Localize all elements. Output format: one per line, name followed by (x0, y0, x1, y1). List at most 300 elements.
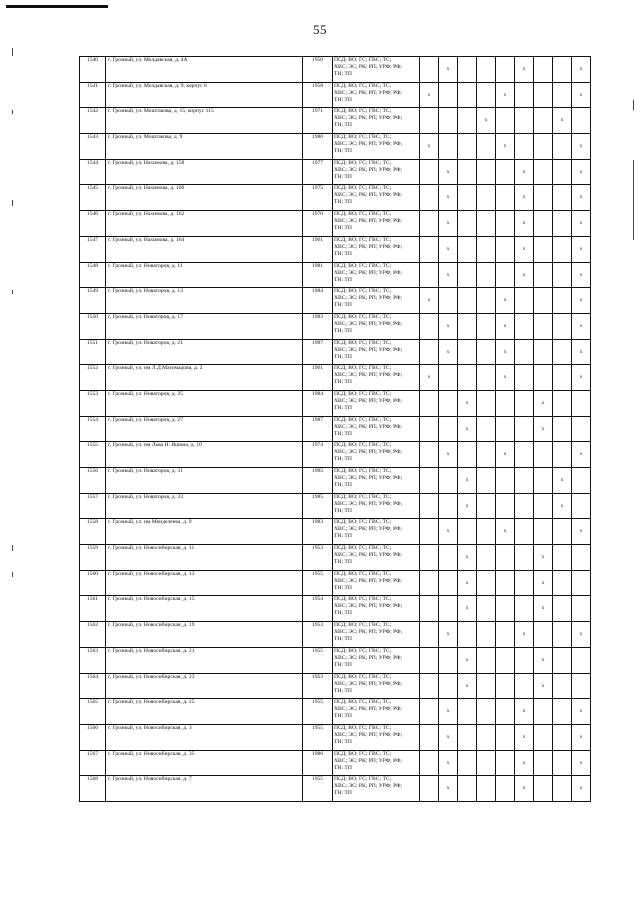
mark-cell (458, 673, 477, 699)
mark-cell (572, 339, 591, 365)
mark-cell (477, 57, 496, 83)
table-row (80, 442, 591, 468)
systems-line: ХВС; ЭС; РК; РП; УРФ; РФ; (334, 757, 403, 764)
mark-cell (572, 699, 591, 725)
row-year: 1953 (303, 545, 333, 571)
mark-cell (553, 82, 572, 108)
mark-cell (534, 108, 553, 134)
table-row (80, 545, 591, 571)
row-systems (333, 134, 420, 160)
systems-line: ТН; ТП (334, 687, 352, 694)
systems-line: ХВС; ЭС; РК; РП; УРФ; РФ; (334, 706, 403, 713)
table-row (80, 468, 591, 494)
mark-cell (553, 108, 572, 134)
row-systems (333, 442, 420, 468)
scan-edge-mark (12, 545, 13, 551)
mark-cell (458, 647, 477, 673)
table-row (80, 596, 591, 622)
systems-line: ТН; ТП (334, 404, 352, 411)
mark-cell (572, 647, 591, 673)
systems-line: ПСД; ВО; ГС; ГВС; ТС; (334, 211, 392, 218)
x-mark: x (427, 91, 431, 98)
mark-cell (420, 468, 439, 494)
mark-cell (496, 313, 515, 339)
mark-cell (420, 622, 439, 648)
x-mark: x (522, 245, 526, 252)
systems-line: ПСД; ВО; ГС; ГВС; ТС; (334, 416, 392, 423)
mark-cell (553, 236, 572, 262)
x-mark: x (522, 168, 526, 175)
mark-cell (553, 313, 572, 339)
mark-cell (477, 185, 496, 211)
mark-cell (553, 288, 572, 314)
mark-cell (439, 262, 458, 288)
mark-cell (439, 339, 458, 365)
mark-cell (496, 236, 515, 262)
mark-cell (477, 545, 496, 571)
systems-line: ПСД; ВО; ГС; ГВС; ТС; (334, 570, 392, 577)
mark-cell (534, 493, 553, 519)
mark-cell (553, 750, 572, 776)
row-systems (333, 82, 420, 108)
mark-cell (496, 57, 515, 83)
table-row (80, 673, 591, 699)
systems-line: ХВС; ЭС; РК; РП; УРФ; РФ; (334, 89, 403, 96)
mark-cell (477, 468, 496, 494)
systems-line: ПСД; ВО; ГС; ГВС; ТС; (334, 390, 392, 397)
x-mark: x (446, 271, 450, 278)
mark-cell (496, 262, 515, 288)
mark-cell (572, 519, 591, 545)
systems-line: ТН; ТП (334, 661, 352, 668)
row-year: 1977 (303, 159, 333, 185)
mark-cell (458, 545, 477, 571)
mark-cell (515, 673, 534, 699)
mark-cell (458, 699, 477, 725)
mark-cell (458, 108, 477, 134)
row-address: г. Грозный, ул. Новосибирская, д. 25 (106, 699, 303, 725)
row-systems (333, 365, 420, 391)
mark-cell (458, 313, 477, 339)
mark-cell (439, 365, 458, 391)
mark-cell (572, 570, 591, 596)
row-address: г. Грозный, ул. Новаторов, д. 13 (106, 288, 303, 314)
mark-cell (420, 570, 439, 596)
mark-cell (572, 57, 591, 83)
row-address: г. Грозный, ул. Новаторов, д. 27 (106, 416, 303, 442)
x-mark: x (503, 91, 507, 98)
row-year: 1985 (303, 493, 333, 519)
row-systems (333, 313, 420, 339)
x-mark: x (503, 451, 507, 458)
systems-line: ПСД; ВО; ГС; ГВС; ТС; (334, 313, 392, 320)
x-mark: x (522, 785, 526, 792)
row-number: 1550 (80, 313, 106, 339)
x-mark: x (465, 399, 469, 406)
mark-cell (515, 57, 534, 83)
mark-cell (477, 390, 496, 416)
mark-cell (477, 622, 496, 648)
row-systems (333, 185, 420, 211)
mark-cell (477, 159, 496, 185)
row-year: 1983 (303, 519, 333, 545)
systems-line: ХВС; ЭС; РК; РП; УРФ; РФ; (334, 346, 403, 353)
x-mark: x (560, 477, 564, 483)
systems-line: ТН; ТП (334, 430, 352, 437)
x-mark: x (541, 656, 545, 663)
systems-line: ТН; ТП (334, 122, 352, 129)
systems-line: ПСД; ВО; ГС; ГВС; ТС; (334, 493, 392, 500)
row-year: 1984 (303, 390, 333, 416)
systems-line: ПСД; ВО; ГС; ГВС; ТС; (334, 108, 392, 115)
table-row (80, 262, 591, 288)
x-mark: x (465, 502, 469, 509)
mark-cell (534, 185, 553, 211)
mark-cell (515, 159, 534, 185)
systems-line: ТН; ТП (334, 713, 352, 720)
systems-line: ХВС; ЭС; РК; РП; УРФ; РФ; (334, 603, 403, 610)
systems-line: ХВС; ЭС; РК; РП; УРФ; РФ; (334, 320, 403, 327)
mark-cell (420, 82, 439, 108)
mark-cell (553, 673, 572, 699)
row-systems (333, 493, 420, 519)
mark-cell (420, 288, 439, 314)
mark-cell (420, 313, 439, 339)
mark-cell (458, 82, 477, 108)
row-year: 1955 (303, 776, 333, 802)
systems-line: ХВС; ЭС; РК; РП; УРФ; РФ; (334, 397, 403, 404)
mark-cell (439, 185, 458, 211)
mark-cell (534, 134, 553, 160)
mark-cell (496, 545, 515, 571)
row-systems (333, 468, 420, 494)
mark-cell (553, 185, 572, 211)
x-mark: x (579, 631, 583, 638)
row-number: 1544 (80, 159, 106, 185)
x-mark: x (579, 708, 583, 715)
mark-cell (420, 339, 439, 365)
scan-edge-mark (12, 572, 13, 577)
mark-cell (553, 493, 572, 519)
mark-cell (534, 390, 553, 416)
x-mark: x (522, 220, 526, 227)
systems-line: ХВС; ЭС; РК; РП; УРФ; РФ; (334, 552, 403, 559)
mark-cell (420, 699, 439, 725)
mark-cell (496, 570, 515, 596)
systems-line: ТН; ТП (334, 199, 352, 206)
mark-cell (458, 596, 477, 622)
x-mark: x (522, 631, 526, 638)
row-number: 1555 (80, 442, 106, 468)
mark-cell (515, 339, 534, 365)
mark-cell (515, 519, 534, 545)
mark-cell (553, 622, 572, 648)
x-mark: x (484, 117, 488, 124)
systems-line: ТН; ТП (334, 764, 352, 771)
row-systems (333, 673, 420, 699)
x-mark: x (541, 399, 545, 406)
systems-line: ТН; ТП (334, 738, 352, 745)
mark-cell (496, 776, 515, 802)
mark-cell (553, 416, 572, 442)
table-row (80, 185, 591, 211)
systems-line: ТН; ТП (334, 456, 352, 463)
mark-cell (420, 211, 439, 237)
x-mark: x (579, 322, 583, 329)
mark-cell (534, 545, 553, 571)
row-year: 1985 (303, 468, 333, 494)
x-mark: x (541, 425, 545, 432)
mark-cell (496, 673, 515, 699)
x-mark: x (579, 297, 583, 304)
x-mark: x (446, 348, 450, 355)
mark-cell (496, 390, 515, 416)
table-row (80, 390, 591, 416)
systems-line: ТН; ТП (334, 302, 352, 309)
mark-cell (534, 647, 553, 673)
row-address: г. Грозный, ул. Нахимова, д. 158 (106, 159, 303, 185)
row-address: г. Грозный, ул. им Льва Н. Яшина, д. 10 (106, 442, 303, 468)
x-mark: x (446, 66, 450, 72)
mark-cell (553, 134, 572, 160)
row-number: 1540 (80, 57, 106, 83)
systems-line: ПСД; ВО; ГС; ГВС; ТС; (334, 647, 392, 654)
row-year: 1961 (303, 236, 333, 262)
mark-cell (553, 519, 572, 545)
mark-cell (534, 673, 553, 699)
x-mark: x (446, 168, 450, 175)
table-row (80, 750, 591, 776)
row-number: 1562 (80, 622, 106, 648)
systems-line: ПСД; ВО; ГС; ГВС; ТС; (334, 262, 392, 269)
mark-cell (439, 288, 458, 314)
x-mark: x (465, 425, 469, 432)
row-systems (333, 339, 420, 365)
systems-line: ПСД; ВО; ГС; ГВС; ТС; (334, 365, 392, 372)
mark-cell (477, 699, 496, 725)
mark-cell (572, 288, 591, 314)
mark-cell (420, 724, 439, 750)
mark-cell (515, 622, 534, 648)
table-row (80, 493, 591, 519)
row-systems (333, 545, 420, 571)
x-mark: x (446, 631, 450, 638)
row-year: 1971 (303, 108, 333, 134)
row-year: 1953 (303, 673, 333, 699)
row-address: г. Грозный, ул. Новосибирская, д. 7 (106, 776, 303, 802)
mark-cell (553, 570, 572, 596)
row-year: 1986 (303, 750, 333, 776)
mark-cell (572, 442, 591, 468)
x-mark: x (503, 322, 507, 329)
mark-cell (553, 442, 572, 468)
row-address: г. Грозный, ул. им Менделеева, д. 9 (106, 519, 303, 545)
x-mark: x (522, 194, 526, 201)
systems-line: ТН; ТП (334, 636, 352, 643)
mark-cell (515, 468, 534, 494)
mark-cell (477, 82, 496, 108)
mark-cell (553, 262, 572, 288)
systems-line: ТН; ТП (334, 533, 352, 540)
mark-cell (515, 699, 534, 725)
mark-cell (534, 159, 553, 185)
row-systems (333, 647, 420, 673)
systems-line: ХВС; ЭС; РК; РП; УРФ; РФ; (334, 423, 403, 430)
row-number: 1549 (80, 288, 106, 314)
row-systems (333, 519, 420, 545)
mark-cell (496, 339, 515, 365)
mark-cell (477, 313, 496, 339)
x-mark: x (446, 785, 450, 792)
table-row (80, 647, 591, 673)
mark-cell (439, 211, 458, 237)
x-mark: x (522, 66, 526, 72)
mark-cell (439, 493, 458, 519)
mark-cell (477, 442, 496, 468)
systems-line: ХВС; ЭС; РК; РП; УРФ; РФ; (334, 115, 403, 122)
x-mark: x (541, 682, 545, 689)
systems-line: ХВС; ЭС; РК; РП; УРФ; РФ; (334, 629, 403, 636)
mark-cell (420, 262, 439, 288)
mark-cell (477, 493, 496, 519)
mark-cell (458, 159, 477, 185)
x-mark: x (579, 759, 583, 766)
mark-cell (515, 313, 534, 339)
mark-cell (572, 211, 591, 237)
mark-cell (477, 288, 496, 314)
row-number: 1566 (80, 724, 106, 750)
x-mark: x (503, 143, 507, 150)
x-mark: x (503, 528, 507, 535)
table-row (80, 699, 591, 725)
row-address: г. Грозный, ул. Новосибирская, д. 23 (106, 673, 303, 699)
mark-cell (496, 750, 515, 776)
systems-line: ПСД; ВО; ГС; ГВС; ТС; (334, 519, 392, 526)
mark-cell (515, 724, 534, 750)
systems-line: ТН; ТП (334, 71, 352, 77)
row-address: г. Грозный, ул. Новаторов, д. 11 (106, 262, 303, 288)
systems-line: ПСД; ВО; ГС; ГВС; ТС; (334, 134, 392, 141)
row-address: г. Грозный, ул. Моштакова, д. 9 (106, 134, 303, 160)
mark-cell (458, 416, 477, 442)
mark-cell (515, 570, 534, 596)
row-year: 1958 (303, 82, 333, 108)
row-systems (333, 236, 420, 262)
mark-cell (534, 776, 553, 802)
systems-line: ПСД; ВО; ГС; ГВС; ТС; (334, 82, 392, 89)
mark-cell (515, 390, 534, 416)
x-mark: x (541, 605, 545, 612)
row-number: 1542 (80, 108, 106, 134)
mark-cell (420, 185, 439, 211)
mark-cell (496, 699, 515, 725)
systems-line: ПСД; ВО; ГС; ГВС; ТС; (334, 596, 392, 603)
mark-cell (572, 313, 591, 339)
row-address: г. Грозный, ул. Новаторов, д. 21 (106, 339, 303, 365)
mark-cell (439, 673, 458, 699)
systems-line: ТН; ТП (334, 610, 352, 617)
mark-cell (439, 57, 458, 83)
table-row (80, 82, 591, 108)
systems-line: ХВС; ЭС; РК; РП; УРФ; РФ; (334, 141, 403, 148)
mark-cell (477, 724, 496, 750)
systems-line: ПСД; ВО; ГС; ГВС; ТС; (334, 724, 392, 731)
mark-cell (572, 596, 591, 622)
row-number: 1560 (80, 570, 106, 596)
mark-cell (553, 596, 572, 622)
mark-cell (515, 211, 534, 237)
mark-cell (534, 288, 553, 314)
mark-cell (515, 108, 534, 134)
mark-cell (572, 236, 591, 262)
row-number: 1556 (80, 468, 106, 494)
mark-cell (439, 647, 458, 673)
mark-cell (477, 416, 496, 442)
mark-cell (477, 339, 496, 365)
mark-cell (458, 211, 477, 237)
x-mark: x (560, 502, 564, 509)
row-number: 1551 (80, 339, 106, 365)
systems-line: ПСД; ВО; ГС; ГВС; ТС; (334, 622, 392, 629)
mark-cell (534, 622, 553, 648)
table-row (80, 108, 591, 134)
mark-cell (534, 442, 553, 468)
row-address: г. Грозный, ул. Нахимова, д. 160 (106, 185, 303, 211)
systems-line: ТН; ТП (334, 584, 352, 591)
x-mark: x (579, 66, 583, 72)
systems-line: ТН; ТП (334, 250, 352, 257)
mark-cell (477, 750, 496, 776)
row-address: г. Грозный, ул. Новосибирская, д. 19 (106, 622, 303, 648)
mark-cell (515, 82, 534, 108)
mark-cell (572, 545, 591, 571)
mark-cell (572, 390, 591, 416)
mark-cell (553, 339, 572, 365)
mark-cell (534, 57, 553, 83)
x-mark: x (579, 194, 583, 201)
mark-cell (553, 699, 572, 725)
x-mark: x (427, 374, 431, 381)
mark-cell (534, 236, 553, 262)
systems-line: ПСД; ВО; ГС; ГВС; ТС; (334, 159, 392, 166)
row-systems (333, 57, 420, 83)
mark-cell (515, 185, 534, 211)
mark-cell (534, 596, 553, 622)
mark-cell (515, 545, 534, 571)
mark-cell (420, 596, 439, 622)
mark-cell (477, 211, 496, 237)
x-mark: x (446, 245, 450, 252)
scan-edge-mark (12, 48, 13, 56)
table-row (80, 57, 591, 83)
mark-cell (553, 365, 572, 391)
x-mark: x (579, 451, 583, 458)
mark-cell (420, 57, 439, 83)
systems-line: ПСД; ВО; ГС; ГВС; ТС; (334, 288, 392, 295)
mark-cell (458, 493, 477, 519)
table-row (80, 519, 591, 545)
x-mark: x (579, 374, 583, 381)
systems-line: ПСД; ВО; ГС; ГВС; ТС; (334, 468, 392, 474)
x-mark: x (446, 733, 450, 740)
table-row (80, 724, 591, 750)
mark-cell (515, 776, 534, 802)
systems-line: ХВС; ЭС; РК; РП; УРФ; РФ; (334, 295, 403, 302)
mark-cell (477, 673, 496, 699)
mark-cell (439, 570, 458, 596)
mark-cell (420, 750, 439, 776)
systems-line: ПСД; ВО; ГС; ГВС; ТС; (334, 442, 392, 449)
